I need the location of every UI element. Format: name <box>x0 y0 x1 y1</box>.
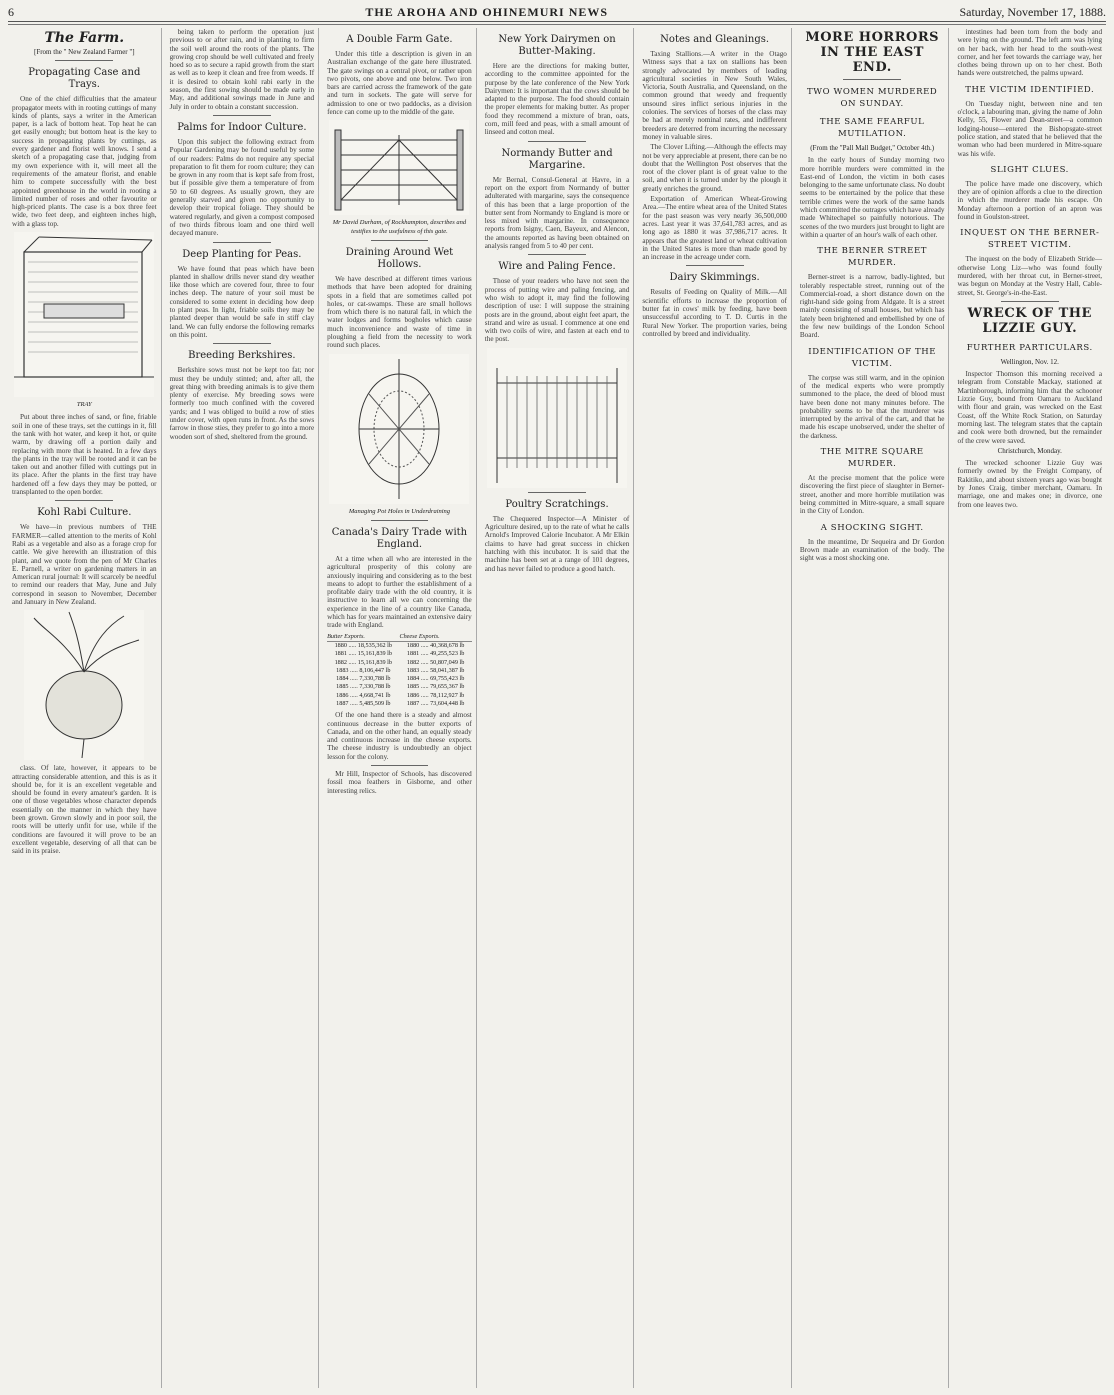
article-body: Inspector Thomson this morning received a telegram from Constable Mackay, stationed at Martinborough, informing him that the schooner Lizzie Guy, bound from Oamaru to Auckland with flour and grain, was wrecked on the East Coast, off the White Rock Station, on Saturday morning last. The telegram states that the captain and cook were both drowned, but the remainder of the crew were saved. <box>957 370 1103 445</box>
table-cell: 1881 ..... 15,161,839 lb <box>334 650 392 658</box>
article-body: In the meantime, Dr Sequeira and Dr Gordon Brown made an examination of the body. The sight was a most shocking one. <box>799 537 945 563</box>
article-source: (From the "Pall Mall Budget," October 4th.) <box>810 144 935 152</box>
divider <box>371 765 429 766</box>
article-body: Exportation of American Wheat-Growing Area.—The entire wheat area of the United States for the past season was very nearly 36,500,000 acres. Last year it was 37,641,783 acres, and as long ago as 1880 it was 37,986,717 acres. It appears that the greatest land or wheat cultivation in the United States is more than made good by an increase in the acreage under corn. <box>642 195 787 262</box>
gate-caption: Mr David Durham, of Rockhampton, describes and testifies to the usefulness of this gate. <box>332 219 467 235</box>
newspaper-title: THE AROHA AND OHINEMURI NEWS <box>365 5 609 19</box>
divider <box>371 240 429 241</box>
table-cell: 1887 ..... 5,485,509 lb <box>336 699 391 707</box>
divider <box>528 254 586 255</box>
article-body: The Chequered Inspector—A Minister of Agriculture desired, up to the rate of what he calls Arnold's Improved Calorie Incubator. A Mr Elkin claims to have had great success in chicken hatching with this incubator. It is said that the machine has been set at a range of 101 degrees, and has never failed to produce a good hatch. <box>484 514 630 573</box>
table-cell: 1886 ..... 78,112,927 lb <box>406 691 465 699</box>
headline: Kohl Rabi Culture. <box>37 507 132 519</box>
article-body: Of the one hand there is a steady and almost continuous decrease in the butter exports of Canada, and on the other hand, an equally steady and continuous increase in the cheese exports. The cheese industry is undoubtedly an object lesson for the colony. <box>327 711 472 761</box>
table-cell: 1887 ..... 73,604,448 lb <box>406 699 465 707</box>
table-cell: 1884 ..... 7,330,788 lb <box>336 675 391 683</box>
divider <box>55 500 113 501</box>
table-cell: 1883 ..... 8,106,447 lb <box>336 666 391 674</box>
headline: Draining Around Wet Hollows. <box>345 246 454 270</box>
article-body: Those of your readers who have not seen the process of putting wire and paling fencing, and who wish to adopt it, may find the following description of use: I will suppose the straining posts are in the ground, about eight feet apart, the strand and wire as usual. I commence at one end with two coils of wire, and fasten at each end to the post. <box>484 277 630 344</box>
article-body: We have—in previous numbers of THE FARMER—called attention to the merits of Kohl Rabi as a vegetable and also as a forage crop for cattle. We give herewith an illustration of this plant, and we quote from the pen of Mr Charles E. Parnell, a writer on gardening matters in an American rural journal: It will scarcely be needful to remind our readers that May, June and July correspond in season to November, December and January in New Zealand. <box>12 523 157 606</box>
headline: THE BERNER STREET MURDER. <box>817 246 928 269</box>
article-body: At the precise moment that the police were discovering the first piece of slaughter in Berner-street, another and more horrible mutilation was being committed in Mitre-square, a small square in the City of London. <box>799 474 945 516</box>
page-number: 6 <box>8 5 14 19</box>
headline: A SHOCKING SIGHT. <box>820 522 924 533</box>
column-6 <box>796 28 950 1388</box>
masthead <box>8 4 1106 22</box>
columns <box>8 28 1106 1388</box>
headline: MORE HORRORS IN THE EAST END. <box>805 30 940 75</box>
table-cell: 1882 ..... 50,807,049 lb <box>406 658 465 666</box>
article-body: being taken to perform the operation just previous to or after rain, and in planting to firm the soil well around the roots of the plants. The growing crop should be well cultivated and freely hoed so as to secure a rapid growth from the start as well as to keep it clean and free from weeds. If it is desired to obtain kohl rabi early in the season, the first sowing should be made early in May, and additional sowings made in June and July in order to obtain a constant succession. <box>169 28 315 111</box>
table-cell: 1880 ..... 40,368,678 lb <box>406 641 465 649</box>
table-row <box>327 641 472 650</box>
headline: THE MITRE SQUARE MURDER. <box>820 447 924 470</box>
divider <box>55 60 113 61</box>
table-row <box>327 675 472 683</box>
headline: New York Dairymen on Butter-Making. <box>498 34 616 57</box>
article-body: The Clover Lifting.—Although the effects may not be very appreciable at present, there can be no doubt that the Wellington Post observes that the root of the clover plant is of great value to the soil, and when it is turned under by the plough it greatly enriches the ground. <box>642 143 787 193</box>
section-source: [From the " New Zealand Farmer "] <box>34 48 135 56</box>
masthead-rule <box>8 24 1106 25</box>
table-row <box>327 683 472 691</box>
propagating-case-illustration <box>14 232 154 397</box>
wire-paling-fence-illustration <box>487 348 627 488</box>
pot-hole-drain-illustration <box>329 354 469 504</box>
article-body: Here are the directions for making butter, according to the committee appointed for the purpose by the late conference of the New York Dairymen: It is important that the cows should be adapted to the purpose. The food should contain the proper elements for making butter. As proper food they recommend a mixture of bran, oats, corn, mill feed and peas, with a small amount of linseed and cotton meal. <box>484 62 630 137</box>
headline: Propagating Case and Trays. <box>28 67 141 91</box>
article-body: Berkshire sows must not be kept too fat; nor must they be unduly stinted; and, after all, the great thing with breeding animals is to give them plenty of exercise. My breeding sows were formerly too much confined with the covered yards; and I was obliged to build a row of sties under cover, with open runs in front. As the sows farrow in those sties, they prefer to go into a more wooden sort of shed, sheltered from the ground. <box>169 366 315 441</box>
article-body: Berner-street is a narrow, badly-lighted, but tolerably respectable street, running out of the Commercial-road, a short distance down on the right-hand side going from Aldgate. It is a street mainly consisting of small houses, but which has lately been brightened and embellished by one of the few new buildings of the London School Board. <box>799 273 945 340</box>
article-body: intestines had been torn from the body and were lying on the ground. The left arm was lying on her back, with her head to the south-west corner, and her feet towards the carriage way, her clothes being thrown up on to her chest. Both hands were outstretched, the palms upward. <box>957 28 1103 78</box>
headline: Breeding Berkshires. <box>188 350 296 362</box>
headline: Dairy Skimmings. <box>669 272 760 284</box>
article-body: Put about three inches of sand, or fine, friable soil in one of these trays, set the cuttings in it, fill the tank with hot water, and keep it hot, or quite warm, by drawing off a portion daily and replacing with more that is heated. In a few days the plants in the tray will be rooted and it can be taken out and another filled with cuttings put in its place. After the plants in the first tray have hardened off a few days they may be potted, or transplanted to the open border. <box>12 413 157 497</box>
headline: Canada's Dairy Trade with England. <box>331 526 468 550</box>
table-header: Cheese Exports. <box>399 633 471 642</box>
column-3 <box>323 28 477 1388</box>
divider <box>528 141 586 142</box>
table-row <box>327 650 472 658</box>
divider <box>213 343 271 344</box>
article-body: Mr Bernal, Consul-General at Havre, in a report on the export from Normandy of butter adulterated with margarine, says the consequence of this has been that a large proportion of the butter sent from Normandy to England is more or less mixed with margarine. In consequence reports from Isigny, Caen, Bayeux, and Alencon, the amounts reported as having been obtained on analysis ranged from 5 to 40 per cent. <box>484 175 630 251</box>
headline: WRECK OF THE LIZZIE GUY. <box>967 305 1092 336</box>
article-body: In the early hours of Sunday morning two more horrible murders were committed in the East-end of London, the victim in both cases belonging to the same unfortunate class. No doubt seems to be entertained by the police that these terrible crimes were the work of the same hands which committed the outrages which have already made Whitechapel so painfully notorious. The scenes of the two murders just brought to light are within a quarter of an hour's walk of each other. <box>799 156 945 239</box>
headline: FURTHER PARTICULARS. <box>966 342 1093 353</box>
issue-date: Saturday, November 17, 1888. <box>959 5 1106 19</box>
headline: A Double Farm Gate. <box>346 34 453 45</box>
divider <box>213 115 271 116</box>
headline: THE SAME FEARFUL MUTILATION. <box>819 117 925 139</box>
article-body: The corpse was still warm, and in the opinion of the medical experts who were promptly summoned to the place, the deed of blood must have been done not many minutes before. The probability seems to be that the murderer was interrupted by the arrival of the cart, and that he made his escape unobserved, under the shelter of the darkness. <box>799 373 945 440</box>
headline: Poultry Scratchings. <box>505 498 609 510</box>
pot-holes-caption: Managing Pot Holes in Underdraining <box>348 507 451 515</box>
kohl-rabi-illustration <box>24 610 144 760</box>
headline: Wire and Paling Fence. <box>498 261 616 273</box>
column-1 <box>8 28 162 1388</box>
divider <box>1001 301 1059 302</box>
table-row <box>327 692 472 700</box>
table-cell: 1886 ..... 4,668,741 lb <box>336 691 391 699</box>
table-cell: 1880 ..... 18,535,362 lb <box>334 641 392 649</box>
headline: THE VICTIM IDENTIFIED. <box>965 84 1095 95</box>
exports-table <box>327 633 472 709</box>
column-7 <box>953 28 1106 1388</box>
table-cell: 1885 ..... 79,655,367 lb <box>406 683 465 691</box>
article-body: Under this title a description is given in an Australian exchange of the gate here illustrated. The gate swings on a central pivot, or rather upon two pivots, one above and one below. Two iron bars are carried across the framework of the gate and turn in sockets. The gate will serve for admission to one or two paddocks, as a division fence can come up to the middle of the gate. <box>327 50 472 117</box>
article-body: Mr Hill, Inspector of Schools, has discovered fossil moa feathers in Gisborne, and other interesting relics. <box>327 770 472 795</box>
article-body: The wrecked schooner Lizzie Guy was formerly owned by the Freight Company, of Rakitiko, and about sixteen years ago was bought by Jones Craig, timber merchant, Oamaru. In marriage, one and makes one; in divorce, one from one leaves two. <box>957 459 1103 509</box>
headline: SLIGHT CLUES. <box>990 164 1069 175</box>
article-body: We have described at different times various methods that have been adopted for draining spots in a field that are sometimes called pot holes, or cat-swamps. These are small hollows from which there is no natural fall, in which the water lodges and forms bogholes which cause much inconvenience and waste of time in ploughing a field from the necessity to work round such places. <box>327 274 472 350</box>
table-row <box>327 700 472 708</box>
double-farm-gate-illustration <box>329 120 469 215</box>
table-header: Butter Exports. <box>327 633 399 642</box>
column-2 <box>166 28 320 1388</box>
column-4 <box>481 28 635 1388</box>
article-body: On Tuesday night, between nine and ten o'clock, a labouring man, giving the name of John Kelly, 55, Flower and Dean-street—a common lodging-house—entered the Bishopsgate-street police station, and stated that he believed that the woman who had been murdered in Mitre-square was his wife. <box>957 99 1103 158</box>
dateline: Wellington, Nov. 12. <box>1000 357 1059 366</box>
headline: INQUEST ON THE BERNER-STREET VICTIM. <box>960 228 1100 251</box>
article-body: The police have made one discovery, which they are of opinion affords a clue to the direction in which the murderer made his escape. On Monday afternoon a portion of an apron was found in Goulston-street. <box>957 179 1103 222</box>
article-body: Taxing Stallions.—A writer in the Otago Witness says that a tax on stallions has been strongly advocated by members of leading agricultural societies in New South Wales, Victoria, South Australia, and Queensland, on the common ground that weedy and frequently unsound sires inflict serious injuries in the colonies. The services of horses of the class may be had at merely nominal rates, and indifferent breeders are deterred from incurring the necessary money in valuable sires. <box>642 50 787 141</box>
table-row <box>327 667 472 675</box>
tray-label: TRAY <box>76 401 92 409</box>
divider <box>213 242 271 243</box>
headline: Normandy Butter and Margarine. <box>501 147 613 171</box>
table-cell: 1885 ..... 7,330,788 lb <box>336 683 391 691</box>
article-body: Upon this subject the following extract from Popular Gardening may be found useful by some of our readers: Palms do not require any special preparation to fit them for room culture; they can be grown in any room that is kept safe from frost, but if possible give them a temperature of from 50 to 60 degrees. As usually grown, they are generally starved and given no opportunity to develop their tropical foliage. They should be watered regularly, and given a compost composed of two thirds fibrous loam and one third well decayed manure. <box>169 137 315 238</box>
headline: Deep Planting for Peas. <box>182 248 302 260</box>
divider <box>686 265 744 266</box>
article-body: We have found that peas which have been planted in shallow drills never stand dry weather like those which are covered four, three to four inches deep. The nature of your soil must be considered to some extent in deciding how deep to plant peas. In light, friable soils they may be planted deeper than would be safe in stiff clay land. We can fully endorse the following remarks on this point. <box>169 264 315 339</box>
section-kicker: The Farm. <box>44 30 125 46</box>
table-cell: 1882 ..... 15,161,839 lb <box>334 658 392 666</box>
article-body: Results of Feeding on Quality of Milk.—All scientific efforts to increase the proportion of butter fat in cows' milk by feeding, have been unsuccessful according to T. D. Curtis in the Rural New Yorker. The proportion varies, being controlled by breed and individuality. <box>642 288 787 338</box>
headline: Notes and Gleanings. <box>660 34 770 45</box>
table-cell: 1881 ..... 49,255,523 lb <box>406 650 465 658</box>
table-cell: 1883 ..... 58,041,387 lb <box>406 666 465 674</box>
column-5 <box>638 28 792 1388</box>
divider <box>843 79 901 80</box>
table-cell: 1884 ..... 69,755,423 lb <box>406 675 465 683</box>
article-body: The inquest on the body of Elizabeth Stride—otherwise Long Liz—who was found foully murdered, with her throat cut, in Berner-street, was begun on Monday at the Vestry Hall, Cable-street, St. George's-in-the-East. <box>957 255 1103 297</box>
dateline: Christchurch, Monday. <box>997 446 1062 455</box>
article-body: class. Of late, however, it appears to be attracting considerable attention, and this is as it should be, for it is an excellent vegetable and should be found in every amateur's garden. It is one of those vegetables whose character depends essentially on the manner in which they have been grown. Grown slowly and in poor soil, the roots will be utterly unfit for use, while if the conditions are favoured it will prove to be an excellent vegetable, deserving of all that can be said in its praise. <box>12 764 157 856</box>
headline: TWO WOMEN MURDERED ON SUNDAY. <box>807 87 938 109</box>
headline: Palms for Indoor Culture. <box>177 121 307 133</box>
headline: IDENTIFICATION OF THE VICTIM. <box>808 346 937 369</box>
article-body: One of the chief difficulties that the amateur propagator meets with in rooting cuttings of many kinds of plants, says a writer in the American paper, is a lack of bottom heat. Top heat he can get easily enough; but bottom heat is the key to success in propagating plants by cuttings, as every gardener and florist well knows. I send a sketch of a propagating case that, judging from my own experience with it, will meet all the requirements of the amateur florist, and enable him to compete successfully with the best appointed greenhouse in the world in rooting a limited number of roses and other favourite or high-priced plants. The case is a box three feet wide, two feet deep, and eighteen inches high, with a glass top. <box>12 95 157 228</box>
divider <box>528 492 586 493</box>
divider <box>371 520 429 521</box>
table-row <box>327 659 472 667</box>
article-body: At a time when all who are interested in the agricultural prosperity of this colony are anxiously inquiring and considering as to the best means to adopt to further the establishment of a profitable dairy trade with the old country, it is instructive to learn all we can concerning the experience in the line of a country like Canada, which has for years maintained an extensive dairy trade with England. <box>327 554 472 630</box>
